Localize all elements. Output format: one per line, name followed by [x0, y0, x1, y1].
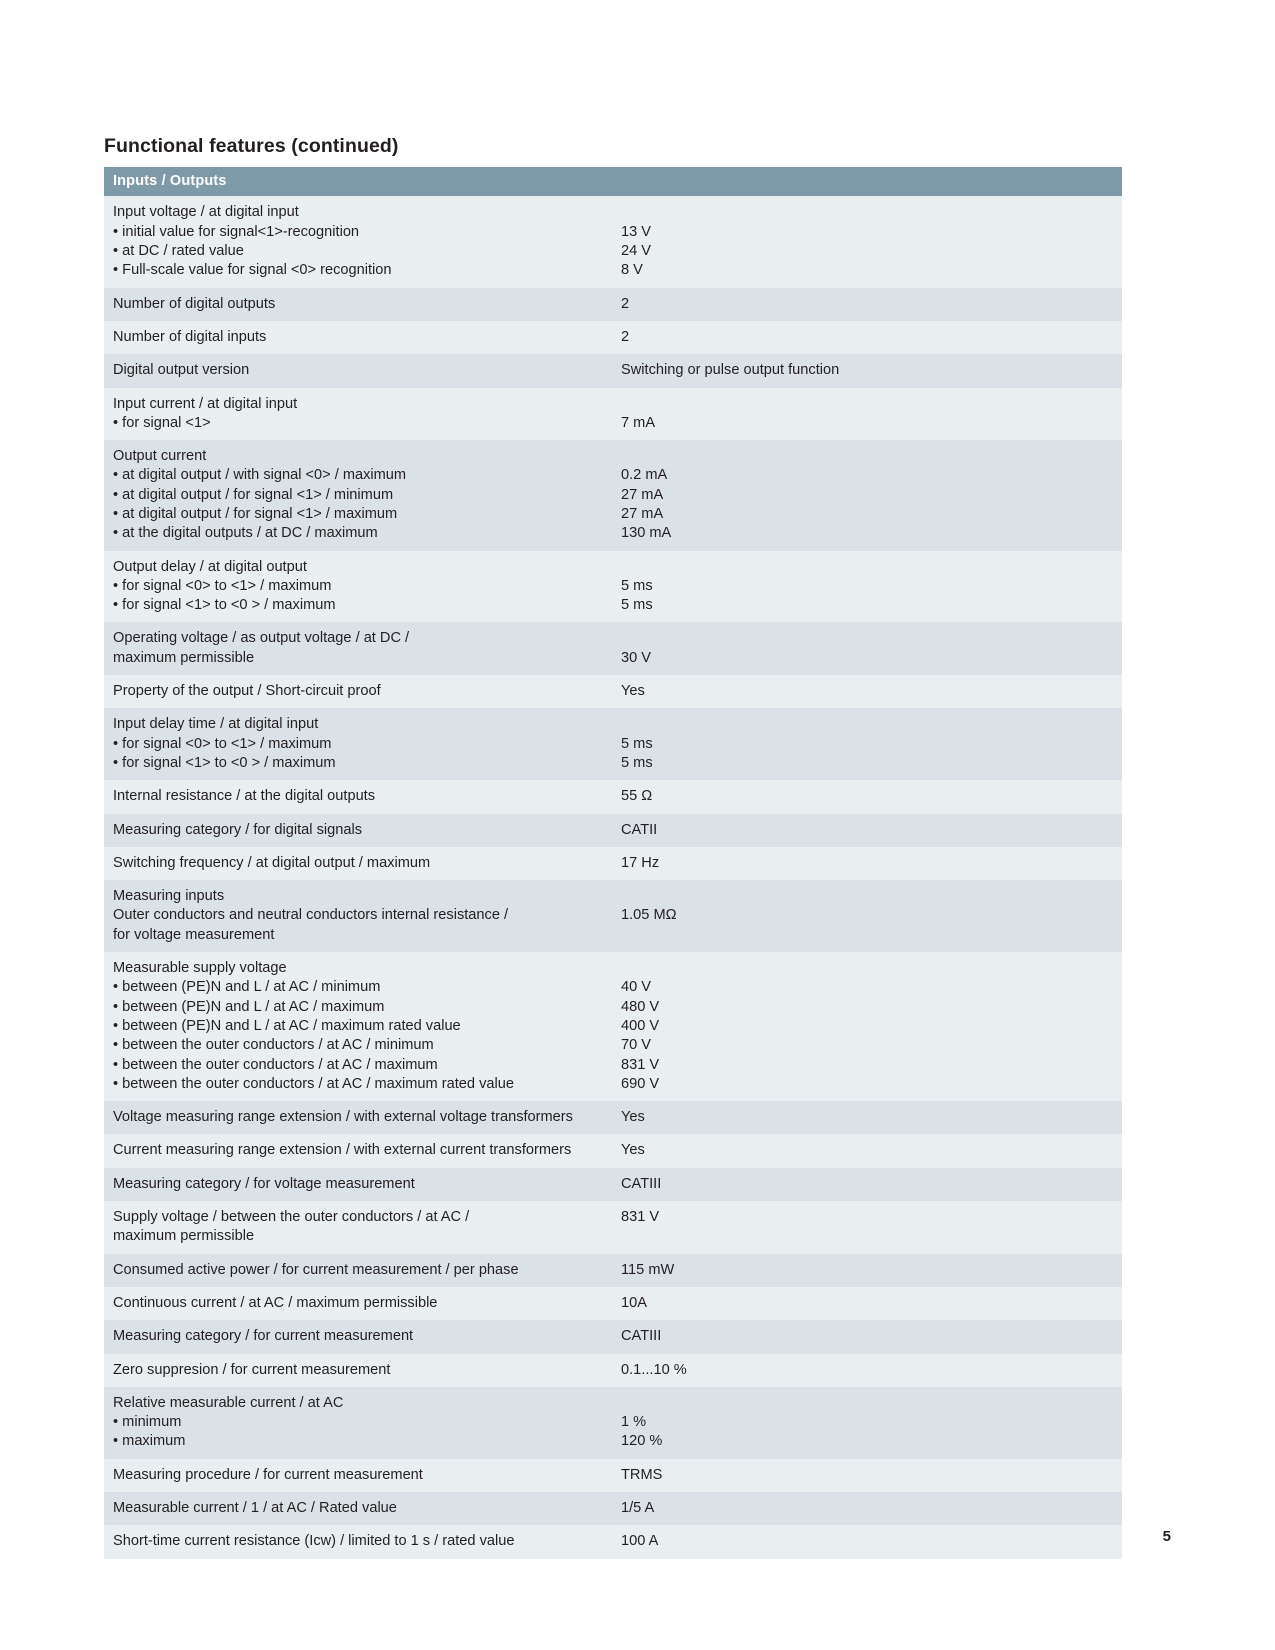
- table-row: [104, 1525, 1122, 1558]
- spec-label: [104, 321, 617, 354]
- spec-label-line: Operating voltage / as output voltage / at DC /: [113, 630, 410, 647]
- spec-value: [617, 1492, 1122, 1525]
- page-content: [104, 136, 1122, 1559]
- spec-label-line: Output current: [113, 448, 207, 465]
- spec-value-line: 40 V: [621, 979, 652, 996]
- section-header-label: Inputs / Outputs: [104, 167, 1122, 196]
- spec-label: [104, 196, 617, 287]
- spec-label: [104, 952, 617, 1101]
- table-row: [104, 354, 1122, 387]
- spec-value: [617, 622, 1122, 675]
- page-title: Functional features (continued): [104, 135, 399, 157]
- table-row: [104, 1387, 1122, 1459]
- spec-value-line: 27 mA: [621, 486, 664, 503]
- spec-label-line: • between (PE)N and L / at AC / minimum: [113, 979, 381, 996]
- spec-value: [617, 952, 1122, 1101]
- table-row: [104, 388, 1122, 441]
- spec-label-line: • at digital output / for signal <1> / maximum: [113, 506, 398, 522]
- spec-label: [104, 440, 617, 550]
- spec-value: [617, 1387, 1122, 1459]
- spec-value-line: 24 V: [621, 243, 652, 260]
- spec-value-line: 0.2 mA: [621, 467, 668, 484]
- spec-label-line: • minimum: [113, 1414, 182, 1431]
- spec-value: [617, 1525, 1122, 1558]
- spec-value-line: 480 V: [621, 998, 660, 1015]
- spec-label: [104, 1201, 617, 1254]
- specifications-table-body: [104, 167, 1122, 1558]
- page-number: 5: [1162, 1528, 1171, 1545]
- table-row: [104, 1492, 1122, 1525]
- spec-label: [104, 1459, 617, 1492]
- spec-value-line: 130 mA: [621, 525, 672, 542]
- spec-value-line: Yes: [621, 683, 645, 700]
- spec-label: [104, 1354, 617, 1387]
- spec-value-line: Yes: [621, 1142, 645, 1159]
- spec-value-line: 831 V: [621, 1056, 660, 1073]
- spec-label-line: • initial value for signal<1>-recognition: [113, 223, 360, 240]
- spec-label: [104, 551, 617, 623]
- spec-label-line: • between the outer conductors / at AC / minimum: [113, 1037, 434, 1054]
- spec-label-line: maximum permissible: [113, 1228, 255, 1245]
- spec-label-line: • Full-scale value for signal <0> recognition: [113, 262, 392, 279]
- spec-value: [617, 1287, 1122, 1320]
- spec-label-line: • between (PE)N and L / at AC / maximum: [113, 998, 385, 1015]
- spec-value-line: 5 ms: [621, 577, 653, 594]
- spec-label-line: Current measuring range extension / with external current transformers: [113, 1142, 572, 1159]
- spec-value-line: 10A: [621, 1294, 647, 1311]
- spec-label-line: • between the outer conductors / at AC / maximum: [113, 1056, 438, 1073]
- spec-label-line: • at the digital outputs / at DC / maximum: [113, 525, 378, 542]
- spec-value-line: CATIII: [621, 1175, 662, 1192]
- spec-value-line: 100 A: [621, 1533, 659, 1550]
- spec-label-line: Input current / at digital input: [113, 395, 298, 412]
- specifications-table: [104, 167, 1122, 1558]
- spec-label-line: maximum permissible: [113, 649, 255, 666]
- spec-label: [104, 1387, 617, 1459]
- spec-value-line: 30 V: [621, 649, 652, 666]
- spec-label-line: Relative measurable current / at AC: [113, 1394, 344, 1411]
- spec-label-line: Zero suppresion / for current measurement: [113, 1361, 391, 1378]
- spec-value-line: CATII: [621, 821, 658, 838]
- table-row: [104, 1168, 1122, 1201]
- spec-value: [617, 814, 1122, 847]
- table-row: [104, 814, 1122, 847]
- table-row: [104, 1459, 1122, 1492]
- spec-label-line: • for signal <1> to <0 > / maximum: [113, 597, 336, 614]
- spec-label: [104, 1525, 617, 1558]
- spec-value-line: 5 ms: [621, 735, 653, 752]
- spec-label: [104, 1101, 617, 1134]
- spec-label-line: • at digital output / with signal <0> / maximum: [113, 467, 407, 484]
- table-row: [104, 196, 1122, 287]
- spec-label: [104, 814, 617, 847]
- spec-label-line: • for signal <1>: [113, 414, 211, 431]
- spec-label-line: Measuring procedure / for current measurement: [113, 1466, 423, 1483]
- spec-value-line: 2: [621, 328, 630, 345]
- spec-value-line: 5 ms: [621, 754, 653, 771]
- spec-label-line: • at DC / rated value: [113, 243, 244, 260]
- spec-label-line: • for signal <1> to <0 > / maximum: [113, 754, 336, 771]
- spec-value-line: Yes: [621, 1109, 645, 1126]
- spec-value: [617, 551, 1122, 623]
- spec-value: [617, 1320, 1122, 1353]
- spec-label: [104, 1287, 617, 1320]
- table-row: [104, 288, 1122, 321]
- spec-value: [617, 1101, 1122, 1134]
- spec-label-line: Measuring inputs: [113, 888, 225, 905]
- spec-label-line: Output delay / at digital output: [113, 558, 307, 575]
- spec-label: [104, 675, 617, 708]
- table-row: [104, 1354, 1122, 1387]
- spec-value-line: TRMS: [621, 1466, 663, 1483]
- table-row: [104, 847, 1122, 880]
- spec-label: [104, 847, 617, 880]
- spec-label-line: • between the outer conductors / at AC / maximum rated value: [113, 1075, 514, 1092]
- spec-label: [104, 288, 617, 321]
- spec-label: [104, 1168, 617, 1201]
- spec-label: [104, 388, 617, 441]
- spec-label-line: Input delay time / at digital input: [113, 716, 319, 733]
- spec-label-line: Voltage measuring range extension / with external voltage transformers: [113, 1109, 573, 1126]
- table-row: [104, 321, 1122, 354]
- spec-label: [104, 1492, 617, 1525]
- spec-value: [617, 1201, 1122, 1254]
- spec-value-line: 27 mA: [621, 506, 664, 522]
- spec-label-line: Internal resistance / at the digital outputs: [113, 788, 376, 805]
- table-row: [104, 675, 1122, 708]
- spec-label-line: • between (PE)N and L / at AC / maximum rated value: [113, 1017, 461, 1034]
- table-row: [104, 880, 1122, 952]
- spec-label-line: Outer conductors and neutral conductors internal resistance /: [113, 907, 509, 924]
- spec-value-line: 2: [621, 295, 630, 312]
- spec-label: [104, 354, 617, 387]
- spec-label-line: Measurable supply voltage: [113, 960, 287, 977]
- spec-label-line: Measuring category / for current measurement: [113, 1328, 414, 1345]
- spec-label: [104, 1254, 617, 1287]
- spec-value: [617, 708, 1122, 780]
- spec-value-line: 8 V: [621, 262, 643, 279]
- table-row: [104, 1287, 1122, 1320]
- table-row: [104, 622, 1122, 675]
- spec-label-line: Consumed active power / for current measurement / per phase: [113, 1261, 519, 1278]
- table-row: [104, 952, 1122, 1101]
- spec-value: [617, 196, 1122, 287]
- spec-label: [104, 780, 617, 813]
- spec-value-line: 13 V: [621, 223, 652, 240]
- spec-value-line: 17 Hz: [621, 854, 660, 871]
- spec-value-line: 0.1...10 %: [621, 1361, 687, 1378]
- spec-value: [617, 1354, 1122, 1387]
- spec-label: [104, 708, 617, 780]
- table-row: [104, 440, 1122, 550]
- spec-value: [617, 880, 1122, 952]
- spec-label-line: Property of the output / Short-circuit proof: [113, 683, 381, 700]
- spec-value: [617, 1459, 1122, 1492]
- spec-value: [617, 1168, 1122, 1201]
- spec-label-line: Continuous current / at AC / maximum permissible: [113, 1294, 438, 1311]
- spec-label-line: Measuring category / for voltage measurement: [113, 1175, 415, 1192]
- spec-value: [617, 847, 1122, 880]
- spec-value-line: 1/5 A: [621, 1499, 655, 1516]
- table-row: [104, 1320, 1122, 1353]
- spec-label-line: Short-time current resistance (Icw) / limited to 1 s / rated value: [113, 1533, 515, 1550]
- spec-value: [617, 388, 1122, 441]
- spec-label: [104, 622, 617, 675]
- spec-value-line: Switching or pulse output function: [621, 362, 840, 379]
- spec-label-line: Measurable current / 1 / at AC / Rated value: [113, 1499, 397, 1516]
- spec-value: [617, 1254, 1122, 1287]
- spec-value: [617, 675, 1122, 708]
- spec-value-line: 831 V: [621, 1209, 660, 1226]
- spec-value-line: 115 mW: [621, 1261, 675, 1278]
- spec-value-line: 55 Ω: [621, 788, 653, 805]
- table-row: [104, 551, 1122, 623]
- table-row: [104, 1101, 1122, 1134]
- spec-value-line: 1 %: [621, 1414, 647, 1431]
- table-row: [104, 780, 1122, 813]
- spec-value-line: 120 %: [621, 1433, 663, 1450]
- spec-label-line: for voltage measurement: [113, 926, 275, 943]
- spec-label: [104, 1320, 617, 1353]
- spec-value-line: 7 mA: [621, 414, 656, 431]
- spec-value-line: 5 ms: [621, 597, 653, 614]
- table-row: [104, 708, 1122, 780]
- spec-value-line: 70 V: [621, 1037, 652, 1054]
- spec-label-line: Number of digital outputs: [113, 295, 276, 312]
- spec-value-line: 400 V: [621, 1017, 660, 1034]
- table-row: [104, 1201, 1122, 1254]
- table-row: [104, 1254, 1122, 1287]
- spec-label-line: Measuring category / for digital signals: [113, 821, 363, 838]
- table-section-header: [104, 167, 1122, 196]
- spec-value-line: CATIII: [621, 1328, 662, 1345]
- spec-value: [617, 288, 1122, 321]
- spec-label: [104, 1134, 617, 1167]
- spec-label-line: • for signal <0> to <1> / maximum: [113, 735, 332, 752]
- spec-label-line: Input voltage / at digital input: [113, 204, 299, 221]
- spec-label-line: Digital output version: [113, 362, 250, 379]
- spec-label-line: Supply voltage / between the outer conductors / at AC /: [113, 1209, 470, 1226]
- spec-value-line: 1.05 MΩ: [621, 907, 677, 924]
- spec-label-line: Number of digital inputs: [113, 328, 267, 345]
- spec-label-line: • at digital output / for signal <1> / minimum: [113, 486, 394, 503]
- spec-value: [617, 780, 1122, 813]
- spec-label-line: • for signal <0> to <1> / maximum: [113, 577, 332, 594]
- spec-label-line: • maximum: [113, 1433, 186, 1450]
- table-row: [104, 1134, 1122, 1167]
- spec-value: [617, 1134, 1122, 1167]
- spec-value: [617, 354, 1122, 387]
- spec-label: [104, 880, 617, 952]
- spec-label-line: Switching frequency / at digital output / maximum: [113, 854, 431, 871]
- spec-value: [617, 321, 1122, 354]
- spec-value-line: 690 V: [621, 1075, 660, 1092]
- spec-value: [617, 440, 1122, 550]
